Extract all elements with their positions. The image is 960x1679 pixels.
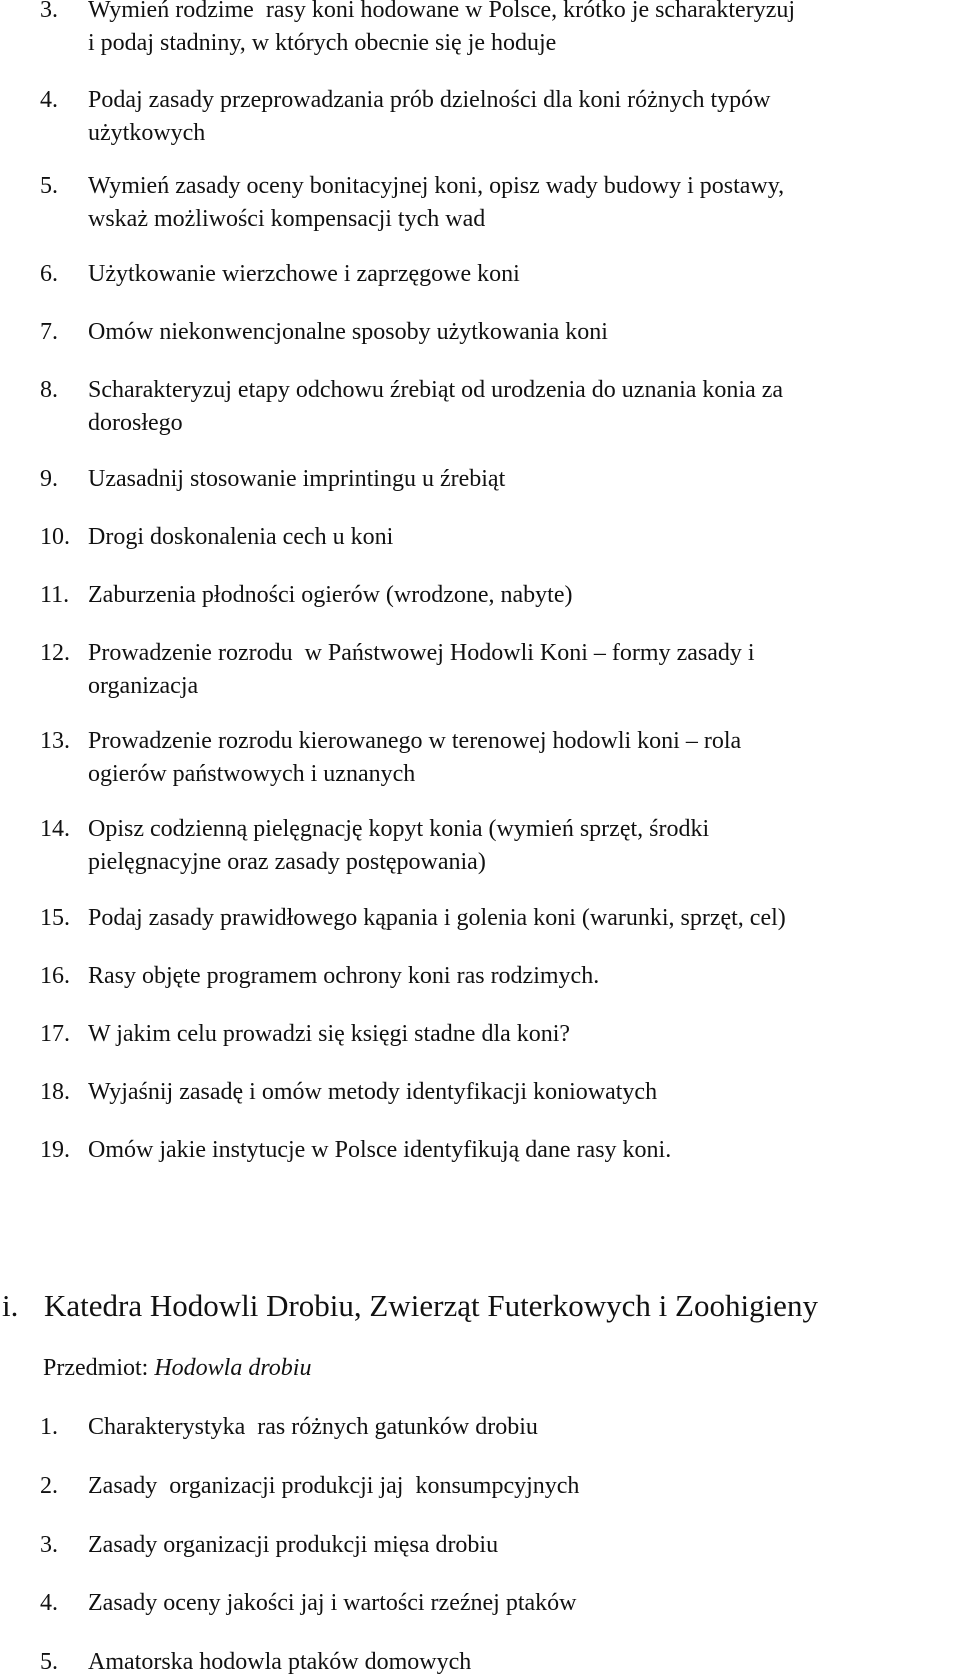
item-number: 4. [40, 1590, 58, 1616]
item-number: 10. [40, 524, 70, 550]
subject-line [43, 1352, 311, 1385]
item-number: 5. [40, 1649, 58, 1675]
list-item [40, 1018, 950, 1051]
item-number: 14. [40, 816, 70, 842]
item-number: 7. [40, 319, 58, 345]
item-text: Omów jakie instytucje w Polsce identyfikują dane rasy koni. [88, 1137, 672, 1163]
list-item [40, 902, 950, 935]
item-number: 3. [40, 0, 58, 23]
item-text: W jakim celu prowadzi się księgi stadne dla koni? [88, 1021, 571, 1047]
item-number: 8. [40, 377, 58, 403]
list-item [40, 463, 950, 496]
subject-label: Przedmiot: [43, 1355, 155, 1381]
item-text: Prowadzenie rozrodu w Państwowej Hodowli Koni – formy zasady i organizacja [88, 640, 755, 699]
item-number: 5. [40, 173, 58, 199]
list-item [40, 960, 950, 993]
item-number: 19. [40, 1137, 70, 1163]
item-number: 9. [40, 466, 58, 492]
list-item [40, 1529, 950, 1562]
item-text: Podaj zasady przeprowadzania prób dzielności dla koni różnych typów użytkowych [88, 87, 771, 146]
item-number: 15. [40, 905, 70, 931]
item-text: Drogi doskonalenia cech u koni [88, 524, 394, 550]
item-text: Uzasadnij stosowanie imprintingu u źrebiąt [88, 466, 506, 492]
list-item [40, 1411, 950, 1444]
item-number: 12. [40, 640, 70, 666]
section-title: Katedra Hodowli Drobiu, Zwierząt Futerkowych i Zoohigieny [44, 1288, 818, 1323]
item-number: 16. [40, 963, 70, 989]
item-number: 17. [40, 1021, 70, 1047]
list-item [40, 258, 950, 291]
item-number: 6. [40, 261, 58, 287]
item-text: Omów niekonwencjonalne sposoby użytkowania koni [88, 319, 608, 345]
item-text: Charakterystyka ras różnych gatunków drobiu [88, 1414, 538, 1440]
list-item [40, 1076, 950, 1109]
section-heading [2, 1286, 952, 1326]
list-item [40, 1646, 950, 1679]
list-item [40, 84, 950, 150]
item-text: Amatorska hodowla ptaków domowych [88, 1649, 472, 1675]
list-item [40, 521, 950, 554]
item-text: Zasady oceny jakości jaj i wartości rzeźnej ptaków [88, 1590, 577, 1616]
list-item [40, 813, 950, 879]
list-item [40, 579, 950, 612]
item-text: Zasady organizacji produkcji jaj konsumpcyjnych [88, 1473, 580, 1499]
item-text: Wyjaśnij zasadę i omów metody identyfikacji koniowatych [88, 1079, 658, 1105]
item-text: Podaj zasady prawidłowego kąpania i golenia koni (warunki, sprzęt, cel) [88, 905, 786, 931]
item-number: 1. [40, 1414, 58, 1440]
subject-value: Hodowla drobiu [154, 1355, 312, 1381]
list-item [40, 725, 950, 791]
item-number: 2. [40, 1473, 58, 1499]
list-item [40, 374, 950, 440]
item-text: Wymień zasady oceny bonitacyjnej koni, opisz wady budowy i postawy, wskaż możliwości kompensacji tych wad [88, 173, 785, 232]
item-text: Scharakteryzuj etapy odchowu źrebiąt od urodzenia do uznania konia za dorosłego [88, 377, 784, 436]
item-text: Opisz codzienną pielęgnację kopyt konia (wymień sprzęt, środki pielęgnacyjne oraz zasady postępowania) [88, 816, 710, 875]
list-item [40, 170, 950, 236]
section-letter: i. [2, 1288, 19, 1323]
list-item [40, 1587, 950, 1620]
item-text: Użytkowanie wierzchowe i zaprzęgowe koni [88, 261, 520, 287]
item-number: 11. [40, 582, 70, 608]
item-text: Prowadzenie rozrodu kierowanego w terenowej hodowli koni – rola ogierów państwowych i uznanych [88, 728, 742, 787]
item-number: 3. [40, 1532, 58, 1558]
item-number: 18. [40, 1079, 70, 1105]
item-number: 4. [40, 87, 58, 113]
item-text: Zasady organizacji produkcji mięsa drobiu [88, 1532, 499, 1558]
item-text: Rasy objęte programem ochrony koni ras rodzimych. [88, 963, 600, 989]
item-text: Wymień rodzime rasy koni hodowane w Polsce, krótko je scharakteryzuj i podaj stadniny, w których obecnie się je hoduje [88, 0, 796, 56]
list-item [40, 1134, 950, 1167]
item-number: 13. [40, 728, 70, 754]
list-item [40, 0, 950, 60]
list-item [40, 316, 950, 349]
item-text: Zaburzenia płodności ogierów (wrodzone, nabyte) [88, 582, 573, 608]
list-item [40, 1470, 950, 1503]
list-item [40, 637, 950, 703]
